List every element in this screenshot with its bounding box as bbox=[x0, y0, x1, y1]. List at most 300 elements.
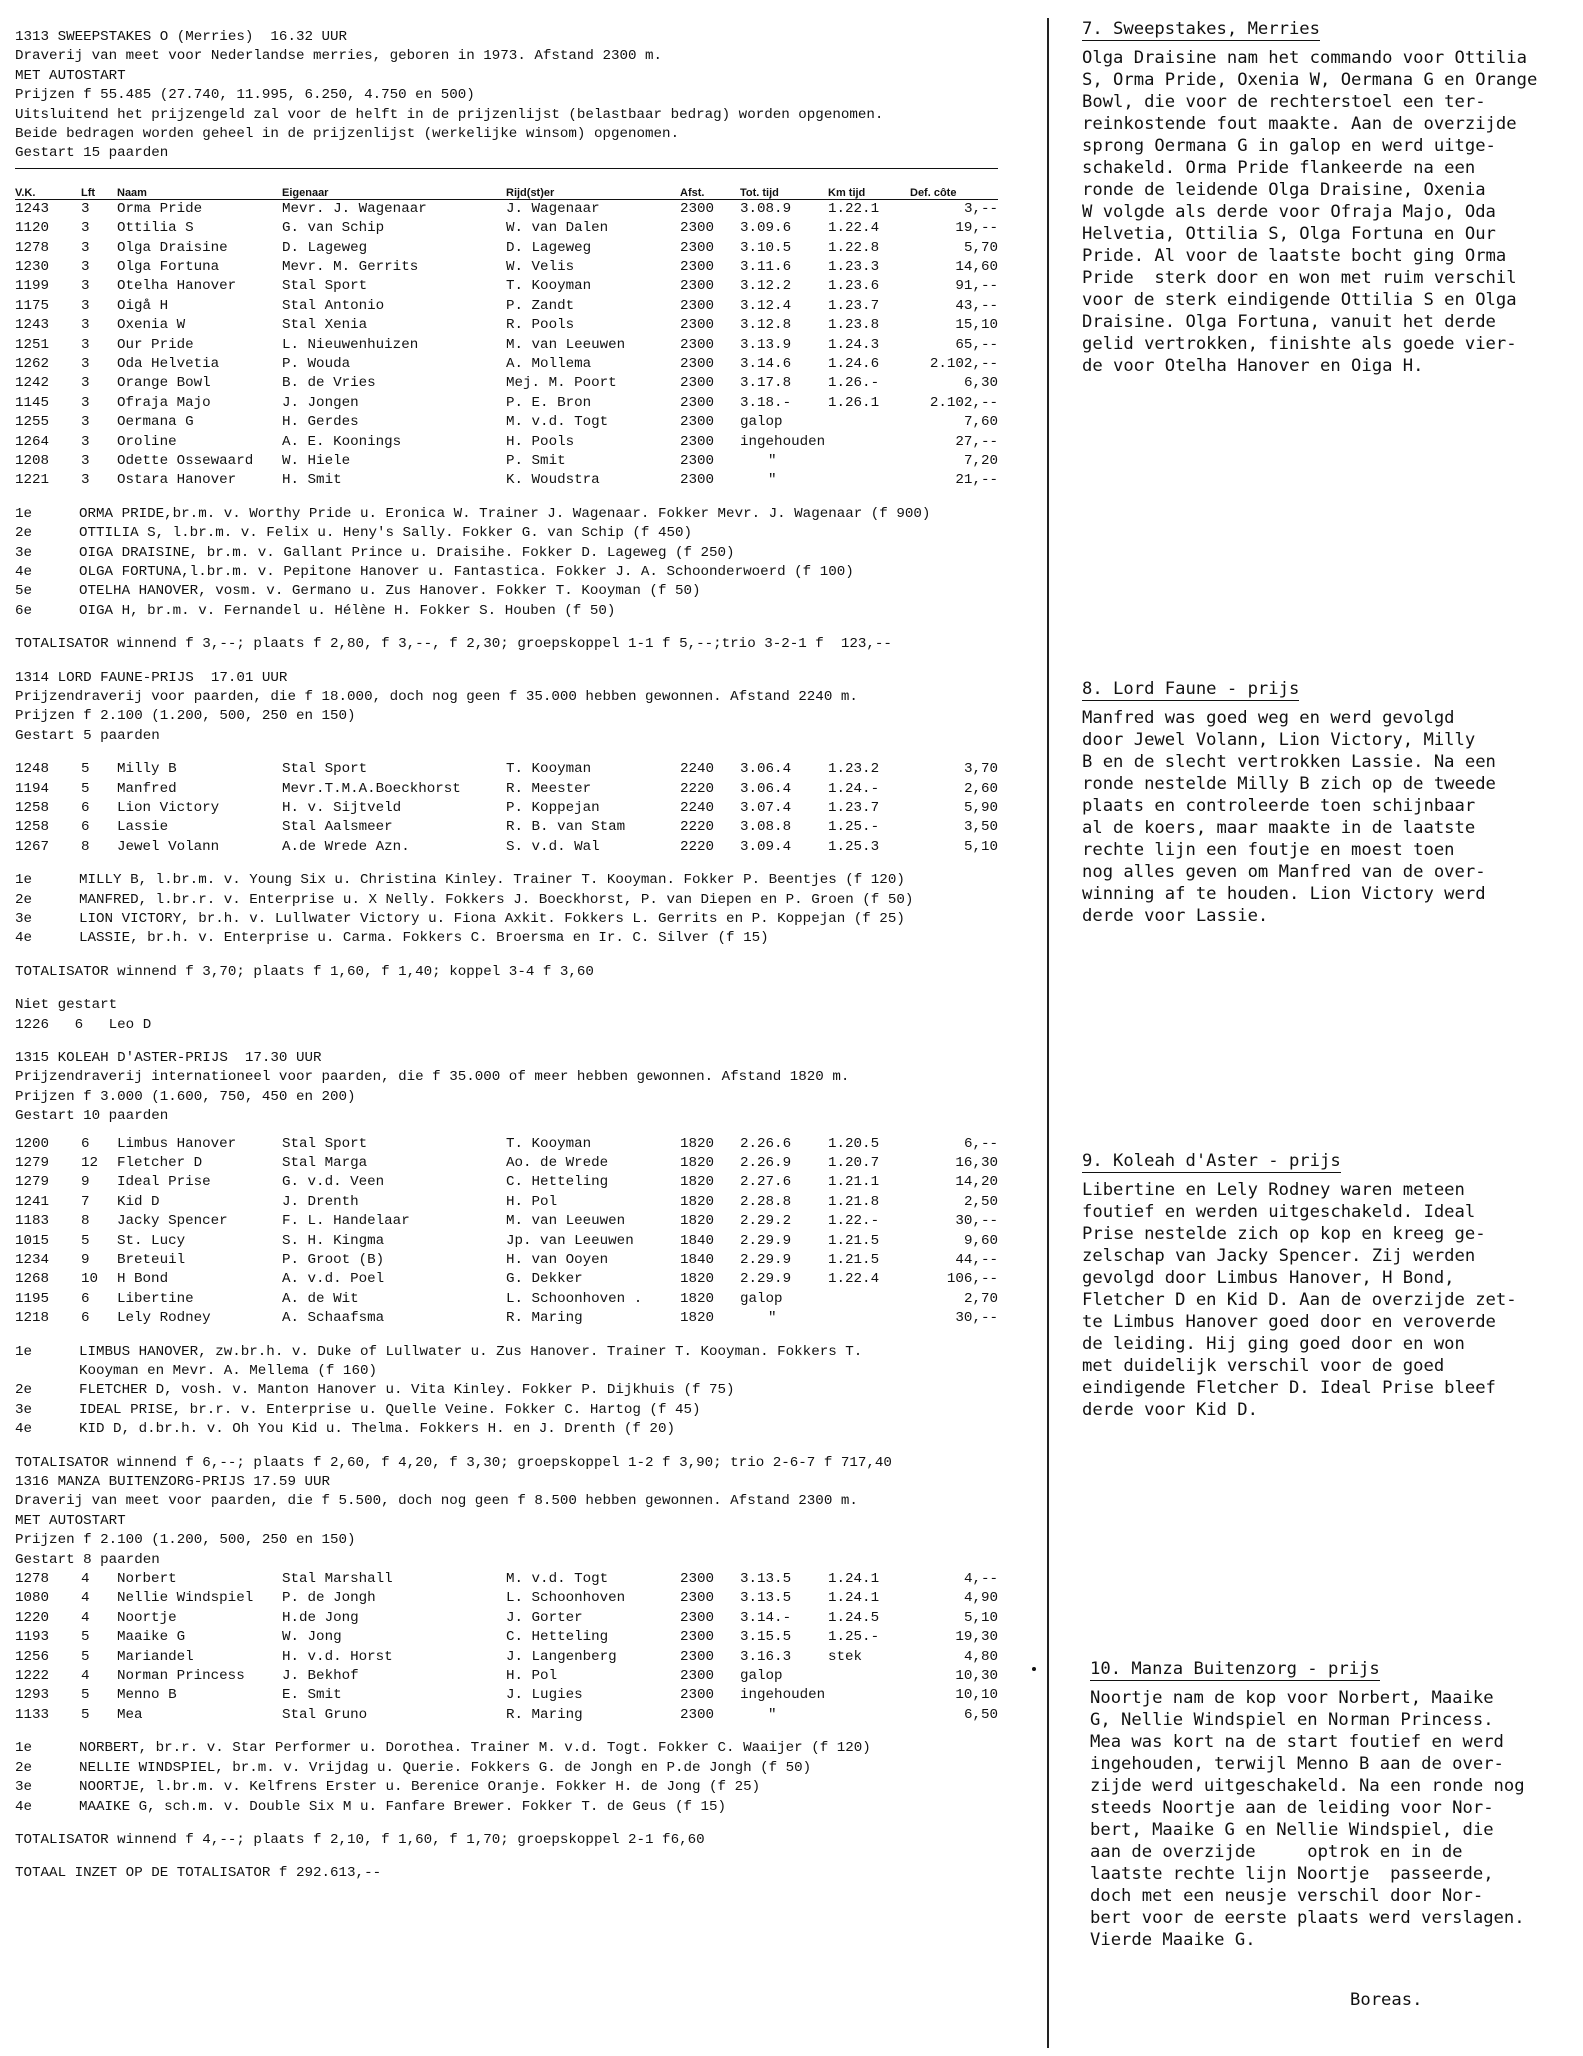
cell-lft: 5 bbox=[81, 1687, 90, 1704]
cell-cote: 106,-- bbox=[946, 1271, 998, 1288]
cell-vk: 1080 bbox=[15, 1590, 50, 1607]
cell-cote: 65,-- bbox=[955, 336, 998, 353]
cell-rijder: M. van Leeuwen bbox=[506, 336, 626, 353]
cell-afst: 2240 bbox=[680, 800, 715, 817]
cell-eigenaar: H. Smit bbox=[282, 472, 342, 489]
placing-rank: 3e bbox=[15, 1779, 33, 1796]
placing-rank: 2e bbox=[15, 891, 33, 908]
cell-naam: Mariandel bbox=[117, 1648, 194, 1665]
table-row bbox=[15, 277, 998, 296]
cell-lft: 5 bbox=[81, 780, 90, 797]
placing-text: KID D, d.br.h. v. Oh You Kid u. Thelma. Fokkers H. en J. Drenth (f 20) bbox=[79, 1421, 675, 1438]
cell-afst: 1840 bbox=[680, 1232, 715, 1249]
cell-eigenaar: Stal Sport bbox=[282, 278, 368, 295]
cell-naam: Mea bbox=[117, 1706, 143, 1723]
cell-afst: 2300 bbox=[680, 278, 715, 295]
placing-rank: 3e bbox=[15, 544, 33, 561]
cell-rijder: W. Velis bbox=[506, 258, 575, 275]
cell-vk: 1230 bbox=[15, 258, 50, 275]
margin-dot bbox=[1032, 1667, 1036, 1671]
cell-vk: 1248 bbox=[15, 761, 50, 778]
cell-km-tijd: 1.24.5 bbox=[828, 1609, 880, 1626]
cell-km-tijd: 1.24.- bbox=[828, 780, 880, 797]
placing-text: OLGA FORTUNA,l.br.m. v. Pepitone Hanover u. Fantastica. Fokker J. A. Schoonderwoerd (f 100) bbox=[79, 564, 854, 581]
cell-cote: 4,90 bbox=[963, 1590, 998, 1607]
cell-vk: 1222 bbox=[15, 1668, 50, 1685]
cell-tot-tijd: 3.12.8 bbox=[740, 317, 792, 334]
col-km-tijd: Km tijd bbox=[828, 186, 866, 199]
cell-afst: 2300 bbox=[680, 453, 715, 470]
placing-text: MANFRED, l.br.r. v. Enterprise u. X Nelly. Fokkers J. Boeckhorst, P. van Diepen en P. Groen (f 50) bbox=[79, 891, 914, 908]
table-row bbox=[15, 316, 998, 335]
placing-row bbox=[15, 544, 1045, 563]
cell-afst: 2300 bbox=[680, 1687, 715, 1704]
cell-eigenaar: A. de Wit bbox=[282, 1290, 359, 1307]
cell-rijder: K. Woudstra bbox=[506, 472, 600, 489]
cell-eigenaar: B. de Vries bbox=[282, 375, 376, 392]
cell-km-tijd bbox=[828, 413, 910, 432]
cell-naam: Oroline bbox=[117, 433, 177, 450]
cell-tot-tijd: 2.27.6 bbox=[740, 1174, 792, 1191]
cell-lft: 3 bbox=[81, 297, 90, 314]
cell-cote: 7,20 bbox=[963, 453, 998, 470]
cell-naam: Lassie bbox=[117, 819, 169, 836]
report-10 bbox=[1090, 1658, 1580, 1951]
placing-text: NOORTJE, l.br.m. v. Kelfrens Erster u. Berenice Oranje. Fokker H. de Jong (f 25) bbox=[79, 1779, 761, 1796]
cell-naam: Ostara Hanover bbox=[117, 472, 237, 489]
cell-cote: 10,10 bbox=[955, 1687, 998, 1704]
cell-afst: 1820 bbox=[680, 1271, 715, 1288]
table-row bbox=[15, 1212, 998, 1231]
cell-tot-tijd: 3.13.9 bbox=[740, 336, 792, 353]
cell-naam: Oda Helvetia bbox=[117, 355, 220, 372]
cell-vk: 1221 bbox=[15, 472, 50, 489]
cell-lft: 3 bbox=[81, 258, 90, 275]
cell-rijder: J. Gorter bbox=[506, 1609, 583, 1626]
placing-row bbox=[15, 1778, 1045, 1797]
race-starters: Gestart 8 paarden bbox=[15, 1551, 160, 1568]
cell-vk: 1193 bbox=[15, 1629, 50, 1646]
col-tot-tijd: Tot. tijd bbox=[740, 186, 779, 199]
totalisator: TOTALISATOR winnend f 3,70; plaats f 1,60, f 1,40; koppel 3-4 f 3,60 bbox=[15, 963, 594, 980]
cell-km-tijd: 1.26.1 bbox=[828, 394, 880, 411]
cell-eigenaar: F. L. Handelaar bbox=[282, 1213, 410, 1230]
cell-tot-tijd: 3.06.4 bbox=[740, 761, 792, 778]
cell-cote: 27,-- bbox=[955, 433, 998, 450]
cell-naam: Otelha Hanover bbox=[117, 278, 237, 295]
table-row bbox=[15, 780, 998, 799]
cell-tot-tijd: " bbox=[768, 1310, 777, 1327]
cell-eigenaar: P. Groot (B) bbox=[282, 1252, 385, 1269]
cell-afst: 2300 bbox=[680, 336, 715, 353]
cell-vk: 1015 bbox=[15, 1232, 50, 1249]
col-eigenaar: Eigenaar bbox=[282, 186, 329, 199]
table-row bbox=[15, 199, 998, 219]
placing-rank: 3e bbox=[15, 1401, 33, 1418]
cell-cote: 5,90 bbox=[963, 800, 998, 817]
cell-tot-tijd: 3.06.4 bbox=[740, 780, 792, 797]
cell-lft: 3 bbox=[81, 336, 90, 353]
cell-km-tijd bbox=[828, 433, 910, 452]
placing-text: NORBERT, br.r. v. Star Performer u. Dorothea. Trainer M. v.d. Togt. Fokker C. Waaijer (f 120) bbox=[79, 1740, 871, 1757]
cell-vk: 1234 bbox=[15, 1252, 50, 1269]
signature: Boreas. bbox=[1350, 1990, 1423, 2010]
cell-eigenaar: H. Gerdes bbox=[282, 414, 359, 431]
cell-eigenaar: J. Bekhof bbox=[282, 1668, 359, 1685]
cell-afst: 1820 bbox=[680, 1135, 715, 1152]
cell-rijder: P. E. Bron bbox=[506, 394, 592, 411]
cell-afst: 2220 bbox=[680, 819, 715, 836]
cell-vk: 1293 bbox=[15, 1687, 50, 1704]
cell-eigenaar: A. Schaafsma bbox=[282, 1310, 385, 1327]
totalisator: TOTALISATOR winnend f 6,--; plaats f 2,60, f 4,20, f 3,30; groepskoppel 1-2 f 3,90; trio 2-6-7 f 717,40 bbox=[15, 1454, 892, 1471]
cell-naam: Jacky Spencer bbox=[117, 1213, 228, 1230]
cell-lft: 5 bbox=[81, 1648, 90, 1665]
race-note: Uitsluitend het prijzengeld zal voor de helft in de prijzenlijst (belastbaar bedrag) worden opgenomen. bbox=[15, 106, 884, 123]
cell-tot-tijd: 2.29.2 bbox=[740, 1213, 792, 1230]
cell-tot-tijd: 3.17.8 bbox=[740, 375, 792, 392]
cell-lft: 4 bbox=[81, 1668, 90, 1685]
cell-vk: 1256 bbox=[15, 1648, 50, 1665]
table-row bbox=[15, 374, 998, 393]
race-starters: Gestart 15 paarden bbox=[15, 145, 169, 162]
cell-km-tijd: 1.23.7 bbox=[828, 297, 880, 314]
cell-tot-tijd: galop bbox=[740, 1290, 783, 1307]
cell-naam: Libertine bbox=[117, 1290, 194, 1307]
cell-tot-tijd: galop bbox=[740, 1668, 783, 1685]
cell-lft: 6 bbox=[81, 800, 90, 817]
cell-eigenaar: P. Wouda bbox=[282, 355, 351, 372]
cell-afst: 2300 bbox=[680, 1609, 715, 1626]
cell-vk: 1258 bbox=[15, 819, 50, 836]
cell-eigenaar: Stal Marga bbox=[282, 1155, 368, 1172]
cell-afst: 2220 bbox=[680, 780, 715, 797]
cell-lft: 3 bbox=[81, 278, 90, 295]
column-divider bbox=[1047, 18, 1049, 2048]
cell-cote: 5,10 bbox=[963, 838, 998, 855]
placing-row bbox=[15, 891, 1045, 910]
cell-cote: 30,-- bbox=[955, 1310, 998, 1327]
cell-cote: 30,-- bbox=[955, 1213, 998, 1230]
cell-afst: 2300 bbox=[680, 239, 715, 256]
cell-cote: 2.102,-- bbox=[929, 355, 998, 372]
race-starters: Gestart 5 paarden bbox=[15, 727, 160, 744]
cell-rijder: C. Hetteling bbox=[506, 1174, 609, 1191]
cell-tot-tijd: 3.14.6 bbox=[740, 355, 792, 372]
cell-afst: 1820 bbox=[680, 1290, 715, 1307]
cell-tot-tijd: " bbox=[768, 472, 777, 489]
report-title: 10. Manza Buitenzorg - prijs bbox=[1090, 1659, 1380, 1679]
cell-afst: 2300 bbox=[680, 355, 715, 372]
cell-rijder: M. v.d. Togt bbox=[506, 414, 609, 431]
cell-cote: 19,30 bbox=[955, 1629, 998, 1646]
cell-cote: 6,30 bbox=[963, 375, 998, 392]
cell-naam: Milly B bbox=[117, 761, 177, 778]
cell-rijder: H. Pools bbox=[506, 433, 575, 450]
cell-afst: 1820 bbox=[680, 1310, 715, 1327]
race-start-type: MET AUTOSTART bbox=[15, 1512, 126, 1529]
cell-naam: Lion Victory bbox=[117, 800, 220, 817]
cell-km-tijd bbox=[828, 452, 910, 471]
race-1314 bbox=[15, 669, 1045, 1035]
cell-rijder: W. van Dalen bbox=[506, 220, 609, 237]
cell-rijder: R. Maring bbox=[506, 1706, 583, 1723]
cell-afst: 1820 bbox=[680, 1174, 715, 1191]
cell-naam: Odette Ossewaard bbox=[117, 453, 254, 470]
placing-rank: 3e bbox=[15, 911, 33, 928]
cell-rijder: D. Lageweg bbox=[506, 239, 592, 256]
cell-rijder: H. Pol bbox=[506, 1668, 558, 1685]
placing-text: NELLIE WINDSPIEL, br.m. v. Vrijdag u. Querie. Fokkers G. de Jongh en P.de Jongh (f 50) bbox=[79, 1759, 812, 1776]
cell-naam: Orma Pride bbox=[117, 200, 203, 217]
cell-cote: 44,-- bbox=[955, 1252, 998, 1269]
cell-lft: 7 bbox=[81, 1193, 90, 1210]
table-row bbox=[15, 219, 998, 238]
table-row bbox=[15, 1270, 998, 1289]
cell-cote: 91,-- bbox=[955, 278, 998, 295]
cell-cote: 4,-- bbox=[963, 1571, 998, 1588]
cell-km-tijd: 1.23.3 bbox=[828, 258, 880, 275]
cell-naam: Orange Bowl bbox=[117, 375, 211, 392]
cell-km-tijd bbox=[828, 1667, 910, 1686]
cell-eigenaar: D. Lageweg bbox=[282, 239, 368, 256]
table-row bbox=[15, 297, 998, 316]
cell-lft: 4 bbox=[81, 1590, 90, 1607]
cell-tot-tijd: 3.10.5 bbox=[740, 239, 792, 256]
cell-eigenaar: W. Jong bbox=[282, 1629, 342, 1646]
placing-rank: 4e bbox=[15, 930, 33, 947]
cell-rijder: H. Pol bbox=[506, 1193, 558, 1210]
cell-eigenaar: Mevr. J. Wagenaar bbox=[282, 200, 427, 217]
cell-rijder: T. Kooyman bbox=[506, 761, 592, 778]
not-started-entry: 1226 6 Leo D bbox=[15, 1016, 152, 1033]
cell-tot-tijd: 3.09.6 bbox=[740, 220, 792, 237]
cell-tot-tijd: ingehouden bbox=[740, 433, 826, 450]
cell-lft: 3 bbox=[81, 453, 90, 470]
report-7 bbox=[1082, 18, 1572, 377]
cell-cote: 3,50 bbox=[963, 819, 998, 836]
cell-vk: 1175 bbox=[15, 297, 50, 314]
table-row bbox=[15, 1251, 998, 1270]
cell-naam: Olga Draisine bbox=[117, 239, 228, 256]
placing-rank: 2e bbox=[15, 1759, 33, 1776]
cell-naam: Ottilia S bbox=[117, 220, 194, 237]
cell-tot-tijd: 3.11.6 bbox=[740, 258, 792, 275]
table-row bbox=[15, 1193, 998, 1212]
cell-eigenaar: P. de Jongh bbox=[282, 1590, 376, 1607]
cell-rijder: P. Koppejan bbox=[506, 800, 600, 817]
results-table bbox=[15, 760, 998, 857]
placing-row bbox=[15, 929, 1045, 948]
cell-naam: H Bond bbox=[117, 1271, 169, 1288]
cell-vk: 1258 bbox=[15, 800, 50, 817]
placing-text: FLETCHER D, vosh. v. Manton Hanover u. Vita Kinley. Fokker P. Dijkhuis (f 75) bbox=[79, 1382, 735, 1399]
cell-tot-tijd: 2.29.9 bbox=[740, 1252, 792, 1269]
cell-tot-tijd: " bbox=[768, 453, 777, 470]
cell-rijder: T. Kooyman bbox=[506, 1135, 592, 1152]
cell-km-tijd: 1.22.4 bbox=[828, 220, 880, 237]
report-body: Olga Draisine nam het commando voor Ottilia S, Orma Pride, Oxenia W, Oermana G en Orange Bowl, die voor de rechterstoel een ter- reinkostende fout maakte. Aan de overzijde sprong Oermana G in galop en werd uitge- schakeld. Orma Pride flankeerde na een ronde de leidende Olga Draisine, Oxenia W volgde als derde voor Ofraja Majo, Oda Helvetia, Ottilia S, Olga Fortuna en Our Pride. Al voor de laatste bocht ging Orma Pride sterk door en won met ruim verschil voor de sterk eindigende Ottilia S en Olga Draisine. Olga Fortuna, vanuit het derde gelid vertrokken, finishte als goede vier- de voor Otelha Hanover en Oiga H. bbox=[1082, 48, 1538, 376]
cell-afst: 2300 bbox=[680, 1590, 715, 1607]
placing-row bbox=[15, 524, 1045, 543]
cell-lft: 3 bbox=[81, 317, 90, 334]
cell-km-tijd: 1.21.8 bbox=[828, 1193, 880, 1210]
cell-naam: St. Lucy bbox=[117, 1232, 186, 1249]
cell-cote: 2,50 bbox=[963, 1193, 998, 1210]
cell-eigenaar: H. v.d. Horst bbox=[282, 1648, 393, 1665]
cell-km-tijd: 1.21.1 bbox=[828, 1174, 880, 1191]
cell-afst: 2300 bbox=[680, 220, 715, 237]
report-body: Noortje nam de kop voor Norbert, Maaike G, Nellie Windspiel en Norman Princess. Mea was kort na de start foutief en werd ingehouden, terwijl Menno B aan de over- zijde werd uitgeschakeld. Na een ronde nog steeds Noortje aan de leiding voor Nor- bert, Maaike G en Nellie Windspiel, die aan de overzijde optrok en in de laatste rechte lijn Noortje passeerde, doch met een neusje verschil door Nor- bert voor de eerste plaats werd verslagen. Vierde Maaike G. bbox=[1090, 1688, 1525, 1950]
cell-vk: 1183 bbox=[15, 1213, 50, 1230]
table-row bbox=[15, 1135, 998, 1154]
totalisator: TOTALISATOR winnend f 4,--; plaats f 2,10, f 1,60, f 1,70; groepskoppel 2-1 f6,60 bbox=[15, 1831, 705, 1848]
placing-row bbox=[15, 910, 1045, 929]
placing-rank: 1e bbox=[15, 505, 33, 522]
cell-lft: 6 bbox=[81, 1290, 90, 1307]
cell-cote: 3,-- bbox=[963, 200, 998, 217]
cell-tot-tijd: 3.12.4 bbox=[740, 297, 792, 314]
race-prizes: Prijzen f 2.100 (1.200, 500, 250 en 150) bbox=[15, 708, 356, 725]
race-prizes: Prijzen f 3.000 (1.600, 750, 450 en 200) bbox=[15, 1088, 356, 1105]
cell-km-tijd: 1.20.5 bbox=[828, 1135, 880, 1152]
cell-eigenaar: Stal Gruno bbox=[282, 1706, 368, 1723]
cell-cote: 10,30 bbox=[955, 1668, 998, 1685]
table-row bbox=[15, 1570, 998, 1589]
cell-lft: 12 bbox=[81, 1155, 99, 1172]
cell-eigenaar: Stal Xenia bbox=[282, 317, 368, 334]
cell-tot-tijd: 3.13.5 bbox=[740, 1590, 792, 1607]
cell-km-tijd: 1.22.1 bbox=[828, 200, 880, 217]
table-row bbox=[15, 471, 998, 490]
cell-lft: 3 bbox=[81, 355, 90, 372]
cell-rijder: M. van Leeuwen bbox=[506, 1213, 626, 1230]
cell-rijder: J. Langenberg bbox=[506, 1648, 617, 1665]
table-row bbox=[15, 1628, 998, 1647]
race-starters: Gestart 10 paarden bbox=[15, 1108, 169, 1125]
cell-lft: 4 bbox=[81, 1609, 90, 1626]
race-1315 bbox=[15, 1049, 1045, 1473]
table-row bbox=[15, 1609, 998, 1628]
col-afst: Afst. bbox=[680, 186, 705, 199]
cell-rijder: Mej. M. Poort bbox=[506, 375, 617, 392]
cell-rijder: Ao. de Wrede bbox=[506, 1155, 609, 1172]
cell-tot-tijd: 3.13.5 bbox=[740, 1571, 792, 1588]
cell-vk: 1220 bbox=[15, 1609, 50, 1626]
race-1316 bbox=[15, 1473, 1045, 1884]
table-row bbox=[15, 760, 998, 779]
placing-rank: 4e bbox=[15, 1798, 33, 1815]
cell-lft: 3 bbox=[81, 375, 90, 392]
cell-tot-tijd: 2.29.9 bbox=[740, 1271, 792, 1288]
cell-afst: 2220 bbox=[680, 838, 715, 855]
cell-vk: 1199 bbox=[15, 278, 50, 295]
cell-afst: 2300 bbox=[680, 1571, 715, 1588]
cell-tot-tijd: galop bbox=[740, 414, 783, 431]
placing-rank: 1e bbox=[15, 1343, 33, 1360]
cell-cote: 14,60 bbox=[955, 258, 998, 275]
cell-vk: 1208 bbox=[15, 453, 50, 470]
placing-row bbox=[15, 871, 1045, 890]
placing-rank: 2e bbox=[15, 1382, 33, 1399]
cell-afst: 2300 bbox=[680, 375, 715, 392]
cell-eigenaar: W. Hiele bbox=[282, 453, 351, 470]
cell-naam: Maaike G bbox=[117, 1629, 186, 1646]
not-started-label: Niet gestart bbox=[15, 997, 118, 1014]
cell-lft: 4 bbox=[81, 1571, 90, 1588]
cell-km-tijd: 1.23.8 bbox=[828, 317, 880, 334]
cell-vk: 1278 bbox=[15, 239, 50, 256]
cell-naam: Nellie Windspiel bbox=[117, 1590, 254, 1607]
race-prizes: Prijzen f 55.485 (27.740, 11.995, 6.250, 4.750 en 500) bbox=[15, 87, 475, 104]
cell-vk: 1251 bbox=[15, 336, 50, 353]
table-row bbox=[15, 1309, 998, 1328]
cell-rijder: Jp. van Leeuwen bbox=[506, 1232, 634, 1249]
cell-eigenaar: G. v.d. Veen bbox=[282, 1174, 385, 1191]
cell-cote: 5,70 bbox=[963, 239, 998, 256]
cell-naam: Breteuil bbox=[117, 1252, 186, 1269]
placing-row bbox=[15, 1343, 1045, 1382]
cell-tot-tijd: 3.12.2 bbox=[740, 278, 792, 295]
cell-eigenaar: J. Drenth bbox=[282, 1193, 359, 1210]
cell-naam: Manfred bbox=[117, 780, 177, 797]
col-rijder: Rijd(st)er bbox=[506, 186, 555, 199]
report-body: Manfred was goed weg en werd gevolgd door Jewel Volann, Lion Victory, Milly B en de slecht vertrokken Lassie. Na een ronde nestelde Milly B zich op de tweede plaats en controleerde toen schijnbaar al de koers, maar maakte in de laatste rechte lijn een foutje en moest toen nog alles geven om Manfred van de over- winning af te houden. Lion Victory werd derde voor Lassie. bbox=[1082, 708, 1496, 926]
report-title: 8. Lord Faune - prijs bbox=[1082, 679, 1300, 699]
cell-eigenaar: E. Smit bbox=[282, 1687, 342, 1704]
placing-row bbox=[15, 1759, 1045, 1778]
cell-vk: 1145 bbox=[15, 394, 50, 411]
cell-km-tijd: stek bbox=[828, 1648, 863, 1665]
placing-row bbox=[15, 1381, 1045, 1400]
placing-rank: 4e bbox=[15, 1421, 33, 1438]
totalisator: TOTALISATOR winnend f 3,--; plaats f 2,80, f 3,--, f 2,30; groepskoppel 1-1 f 5,--;trio 3-2-1 f 123,-- bbox=[15, 636, 892, 653]
cell-naam: Noortje bbox=[117, 1609, 177, 1626]
report-title: 7. Sweepstakes, Merries bbox=[1082, 19, 1320, 39]
cell-eigenaar: Stal Aalsmeer bbox=[282, 819, 393, 836]
cell-lft: 3 bbox=[81, 220, 90, 237]
cell-tot-tijd: 3.18.- bbox=[740, 394, 792, 411]
cell-cote: 21,-- bbox=[955, 472, 998, 489]
race-prizes: Prijzen f 2.100 (1.200, 500, 250 en 150) bbox=[15, 1532, 356, 1549]
cell-vk: 1218 bbox=[15, 1310, 50, 1327]
results-table bbox=[15, 168, 998, 491]
placing-row bbox=[15, 505, 1045, 524]
placing-text: OTTILIA S, l.br.m. v. Felix u. Heny's Sally. Fokker G. van Schip (f 450) bbox=[79, 525, 692, 542]
race-conditions: Prijzendraverij voor paarden, die f 18.000, doch nog geen f 35.000 hebben gewonnen. Afstand 2240 m. bbox=[15, 689, 858, 706]
placing-rank: 4e bbox=[15, 564, 33, 581]
placing-text: LASSIE, br.h. v. Enterprise u. Carma. Fokkers C. Broersma en Ir. C. Silver (f 15) bbox=[79, 930, 769, 947]
cell-lft: 3 bbox=[81, 200, 90, 217]
cell-rijder: R. Maring bbox=[506, 1310, 583, 1327]
cell-lft: 3 bbox=[81, 433, 90, 450]
col-lft: Lft bbox=[81, 186, 96, 199]
col-cote: Def. côte bbox=[910, 186, 957, 199]
table-row bbox=[15, 1232, 998, 1251]
cell-rijder: R. B. van Stam bbox=[506, 819, 626, 836]
table-row bbox=[15, 239, 998, 258]
race-title: 1313 SWEEPSTAKES O (Merries) 16.32 UUR bbox=[15, 29, 348, 45]
race-title: 1314 LORD FAUNE-PRIJS 17.01 UUR bbox=[15, 669, 288, 686]
cell-vk: 1195 bbox=[15, 1290, 50, 1307]
race-title: 1315 KOLEAH D'ASTER-PRIJS 17.30 UUR bbox=[15, 1050, 322, 1067]
cell-vk: 1200 bbox=[15, 1135, 50, 1152]
table-row bbox=[15, 818, 998, 837]
cell-eigenaar: A. E. Koonings bbox=[282, 433, 402, 450]
total-bet: TOTAAL INZET OP DE TOTALISATOR f 292.613,-- bbox=[15, 1865, 382, 1882]
cell-rijder: J. Wagenaar bbox=[506, 200, 600, 217]
cell-vk: 1279 bbox=[15, 1174, 50, 1191]
